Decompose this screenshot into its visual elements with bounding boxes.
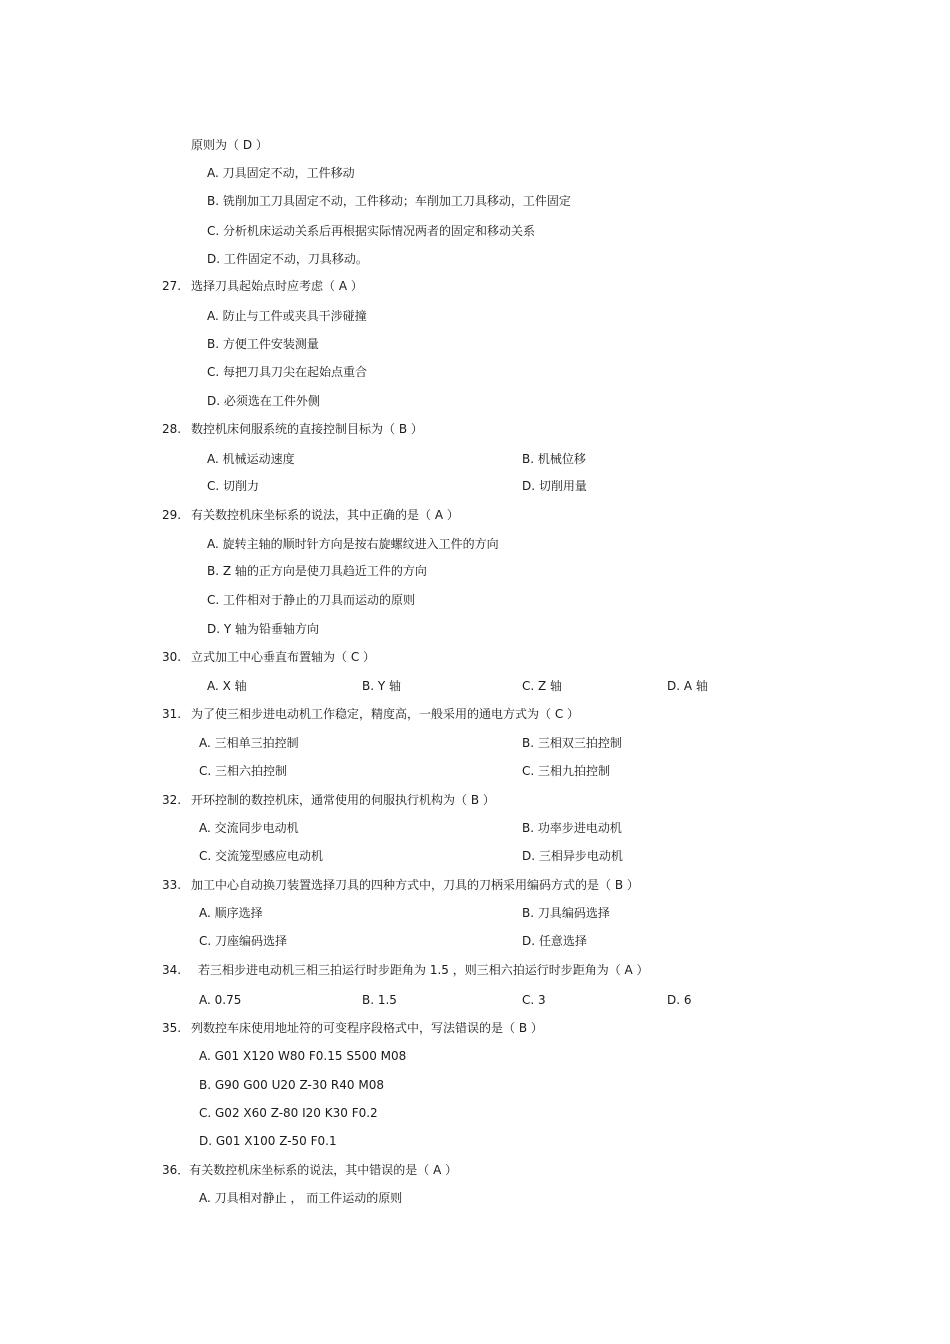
text-line: A. 刀具固定不动，工件移动: [207, 166, 355, 180]
text-line: D. A 轴: [667, 679, 708, 693]
text-line: A. 三相单三拍控制: [199, 736, 299, 750]
text-line: B. Y 轴: [362, 679, 402, 693]
text-line: C. 切削力: [207, 479, 260, 493]
text-line: D. G01 X100 Z-50 F0.1: [199, 1134, 337, 1148]
text-line: 开环控制的数控机床，通常使用的伺服执行机构为（ B ）: [191, 793, 495, 807]
text-line: 列数控车床使用地址符的可变程序段格式中，写法错误的是（ B ）: [191, 1021, 543, 1035]
text-line: 立式加工中心垂直布置轴为（ C ）: [191, 650, 376, 664]
text-line: 为了使三相步进电动机工作稳定，精度高，一般采用的通电方式为（ C ）: [191, 707, 580, 721]
text-line: B. 三相双三拍控制: [522, 736, 622, 750]
text-line: A. G01 X120 W80 F0.15 S500 M08: [199, 1049, 407, 1063]
text-line: B. 方便工件安装测量: [207, 337, 319, 351]
text-line: D. 三相异步电动机: [522, 849, 623, 863]
text-line: D. 工件固定不动，刀具移动。: [207, 252, 368, 266]
text-line: 28.: [162, 422, 182, 436]
text-line: 31.: [162, 707, 182, 721]
text-line: 30.: [162, 650, 182, 664]
text-line: A. 机械运动速度: [207, 452, 295, 466]
text-line: C. 刀座编码选择: [199, 934, 288, 948]
text-line: C. 每把刀具刀尖在起始点重合: [207, 365, 368, 379]
text-line: C. 三相六拍控制: [199, 764, 288, 778]
text-line: C. 3: [522, 993, 546, 1007]
text-line: B. 刀具编码选择: [522, 906, 610, 920]
text-line: 35.: [162, 1021, 182, 1035]
text-line: A. 旋转主轴的顺时针方向是按右旋螺纹进入工件的方向: [207, 537, 499, 551]
text-line: D. 任意选择: [522, 934, 587, 948]
text-line: B. 功率步进电动机: [522, 821, 622, 835]
text-line: B. 铣削加工刀具固定不动，工件移动；车削加工刀具移动，工件固定: [207, 194, 571, 208]
text-line: 36．有关数控机床坐标系的说法，其中错误的是（ A ）: [162, 1163, 458, 1177]
text-line: A. 0.75: [199, 993, 242, 1007]
text-line: A. 顺序选择: [199, 906, 263, 920]
text-line: 27.: [162, 279, 182, 293]
text-line: B. G90 G00 U20 Z-30 R40 M08: [199, 1078, 384, 1092]
text-line: D. 切削用量: [522, 479, 587, 493]
text-line: B. 1.5: [362, 993, 397, 1007]
text-line: A. 交流同步电动机: [199, 821, 299, 835]
text-line: 数控机床伺服系统的直接控制目标为（ B ）: [191, 422, 423, 436]
text-line: A. 防止与工件或夹具干涉碰撞: [207, 309, 367, 323]
text-line: 29.: [162, 508, 182, 522]
text-line: 加工中心自动换刀装置选择刀具的四种方式中，刀具的刀柄采用编码方式的是（ B ）: [191, 878, 639, 892]
text-line: B. Z 轴的正方向是使刀具趋近工件的方向: [207, 564, 427, 578]
text-line: B. 机械位移: [522, 452, 586, 466]
text-line: C. 三相九拍控制: [522, 764, 611, 778]
text-line: D. 必须选在工件外侧: [207, 394, 320, 408]
text-line: C. 交流笼型感应电动机: [199, 849, 324, 863]
text-line: 33.: [162, 878, 182, 892]
text-line: A. 刀具相对静止 ， 而工件运动的原则: [199, 1191, 403, 1205]
text-line: 有关数控机床坐标系的说法，其中正确的是（ A ）: [191, 508, 459, 522]
text-line: C. 工件相对于静止的刀具而运动的原则: [207, 593, 416, 607]
text-line: C. Z 轴: [522, 679, 563, 693]
text-line: 若三相步进电动机三相三拍运行时步距角为 1.5 ，则三相六拍运行时步距角为（ A ）: [198, 963, 649, 977]
text-line: D. Y 轴为铅垂轴方向: [207, 622, 320, 636]
text-line: C. 分析机床运动关系后再根据实际情况两者的固定和移动关系: [207, 224, 536, 238]
text-line: 选择刀具起始点时应考虑（ A ）: [191, 279, 363, 293]
text-line: 原则为（ D ）: [191, 138, 268, 152]
text-line: C. G02 X60 Z-80 I20 K30 F0.2: [199, 1106, 378, 1120]
text-line: A. X 轴: [207, 679, 247, 693]
text-line: 34.: [162, 963, 182, 977]
text-line: D. 6: [667, 993, 692, 1007]
text-line: 32.: [162, 793, 182, 807]
